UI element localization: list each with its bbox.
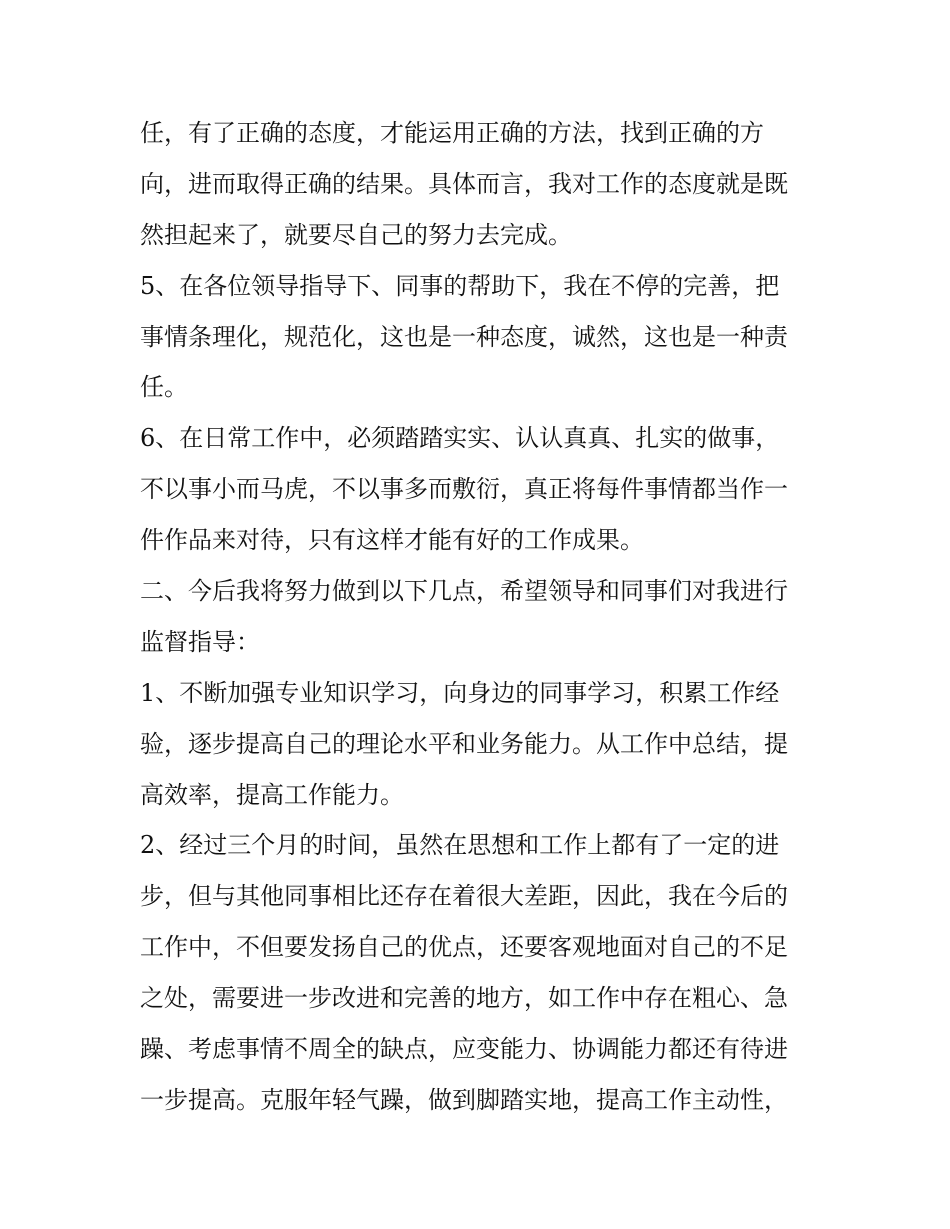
text-line: 工作中，不但要发扬自己的优点，还要客观地面对自己的不足 (140, 933, 788, 962)
text-line: 监督指导： (140, 627, 260, 656)
text-line: 之处，需要进一步改进和完善的地方，如工作中存在粗心、急 (140, 984, 788, 1013)
text-line: 然担起来了，就要尽自己的努力去完成。 (140, 220, 572, 249)
text-line: 向，进而取得正确的结果。具体而言，我对工作的态度就是既 (140, 169, 788, 198)
text-line: 任。 (140, 373, 188, 402)
text-line: 高效率，提高工作能力。 (140, 780, 404, 809)
text-line: 2、经过三个月的时间，虽然在思想和工作上都有了一定的进 (140, 831, 780, 860)
text-line: 1、不断加强专业知识学习，向身边的同事学习，积累工作经 (140, 678, 780, 707)
text-line: 事情条理化，规范化，这也是一种态度，诚然，这也是一种责 (140, 322, 788, 351)
text-line: 5、在各位领导指导下、同事的帮助下，我在不停的完善，把 (140, 271, 780, 300)
text-line: 躁、考虑事情不周全的缺点，应变能力、协调能力都还有待进 (140, 1035, 788, 1064)
text-line: 二、今后我将努力做到以下几点，希望领导和同事们对我进行 (140, 577, 788, 606)
text-line: 件作品来对待，只有这样才能有好的工作成果。 (140, 526, 644, 555)
text-line: 6、在日常工作中，必须踏踏实实、认认真真、扎实的做事， (140, 424, 780, 453)
text-line: 一步提高。克服年轻气躁，做到脚踏实地，提高工作主动性， (140, 1085, 788, 1114)
text-line: 步，但与其他同事相比还存在着很大差距，因此，我在今后的 (140, 882, 788, 911)
text-line: 任，有了正确的态度，才能运用正确的方法，找到正确的方 (140, 119, 764, 147)
document-body (140, 108, 830, 1126)
text-line: 验，逐步提高自己的理论水平和业务能力。从工作中总结，提 (140, 729, 788, 758)
text-line: 不以事小而马虎，不以事多而敷衍，真正将每件事情都当作一 (140, 475, 788, 504)
